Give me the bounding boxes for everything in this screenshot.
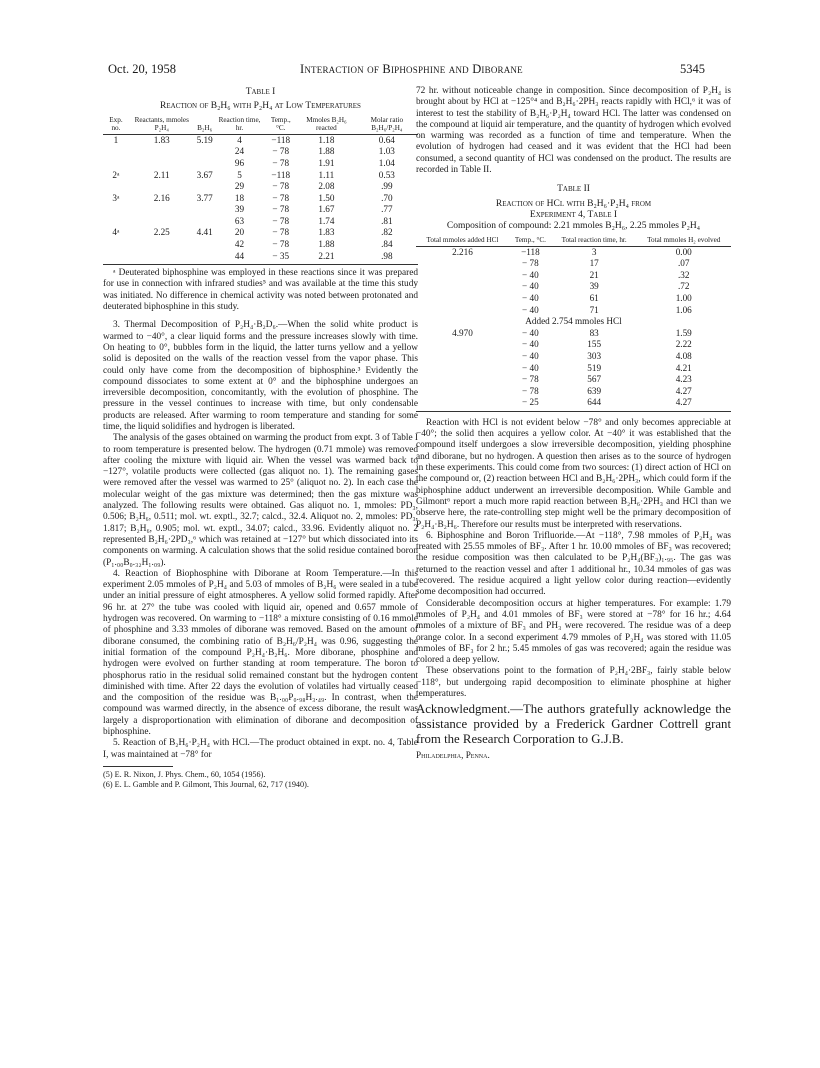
table2-row-cell: 2.22 <box>675 339 692 350</box>
table2-row-cell: 567 <box>587 374 602 385</box>
table2-row-cell <box>416 374 509 386</box>
table2-row-cell: 4.23 <box>675 374 692 385</box>
table1-row <box>103 216 418 228</box>
table2-col-header: Total reaction time, hr. <box>552 236 637 247</box>
table1-row-cell: 42 <box>234 239 245 250</box>
table1-row-cell: 29 <box>234 181 245 192</box>
section3-paragraph: 3. Thermal Decomposition of P₂H₄·B₂D₆.—When the solid white product is warmed to −40°, a clear liquid forms and the pressure increases slowly with time. On heating to 0°, bubbles form in the liquid, the latter turns yellow and a yellow solid is deposited on the walls of the reaction vessel from the vapor phase. This could only have come from the decomposition of biphosphine.³ Evidently the compound dissociates to some extent at 0° and the biphosphine undergoes an irreversible decomposition, concomitantly, with the evolution of phosphine. The pressure in the vessel continues to increase with time, but only condensable products are released. After warming to room temperature and standing for some time, the liquid solidifies and hydrogen is liberated. <box>103 320 418 432</box>
table1-row-cell: 1.50 <box>318 192 335 203</box>
hcl-intro-paragraph: 72 hr. without noticeable change in composition. Since decomposition of P₂H₄ is brought about by HCl at −125°⁴ and B₂H₆·2PH₃ reacts rapidly with HCl,⁶ it was of interest to test the stability of B₂H₆·P₂H₄ toward HCl. The latter was condensed on the compound at liquid air temperature, and the quantity of hydrogen which evolved on warming was recorded as a function of time and temperature. When the evolution of hydrogen had ceased and it was evident that the HCl had been consumed, a second quantity of HCl was condensed on the product. The results are recorded in Table II. <box>416 86 731 176</box>
table1-row-cell: 5.19 <box>196 134 213 145</box>
table1-title: Reaction of B₂H₆ with P₂H₄ at Low Temperatures <box>160 101 361 112</box>
table1-row-cell <box>103 216 129 228</box>
table2-row-cell: .32 <box>677 269 690 280</box>
table2-row <box>416 281 731 293</box>
table2-row-cell: 39 <box>589 281 599 292</box>
table1-col-header: Molar ratio B₂H₆/P₂H₄ <box>356 116 418 135</box>
table1-row-cell: 2ᵃ <box>112 169 120 180</box>
table2-row <box>416 258 731 270</box>
table1-row-cell: 4 <box>237 134 242 145</box>
table2-row-cell: 519 <box>587 362 602 373</box>
table2-row <box>416 270 731 282</box>
table2-row-cell: 644 <box>587 397 602 408</box>
table1-row-cell: 4ᵃ <box>112 227 120 238</box>
table1-row-cell: 2.08 <box>318 181 335 192</box>
table2-row-cell: − 40 <box>522 269 539 280</box>
table2-row-cell: 1.59 <box>675 327 692 338</box>
table1-row-cell: .99 <box>381 181 393 192</box>
table1-row-cell: 1.18 <box>318 134 335 145</box>
table2-row-cell: .07 <box>677 258 690 269</box>
table1-row-cell <box>129 181 195 193</box>
table1-body <box>103 134 418 262</box>
table2-row-cell: 83 <box>589 327 599 338</box>
table1-row-cell: 20 <box>234 227 245 238</box>
table2-col-header: Total mmoles H₂ evolved <box>636 236 731 247</box>
table2-row-cell: 2.216 <box>452 246 473 257</box>
table1-row-cell: 3.67 <box>196 169 213 180</box>
table2-row-cell: − 25 <box>522 397 539 408</box>
table2-header-row <box>416 236 731 247</box>
table1-row-cell: − 78 <box>272 157 290 168</box>
table2-row-cell: − 40 <box>522 304 539 315</box>
table1-bottom-rule <box>103 264 418 265</box>
table2-row-cell: 4.08 <box>675 351 692 362</box>
table1-row-cell <box>195 158 215 170</box>
table2-composition: Composition of compound: 2.21 mmoles B₂H₆, 2.25 mmoles P₂H₄ <box>446 221 701 232</box>
table2-row-cell: − 78 <box>522 385 539 396</box>
table2-row-cell: −118 <box>521 246 540 257</box>
table2-row <box>416 246 731 258</box>
table1-row-cell: 1.88 <box>318 239 335 250</box>
table1-col-header: Mmoles B₂H₆ reacted <box>297 116 356 135</box>
table2-row <box>416 374 731 386</box>
table2-row-cell: − 78 <box>522 258 539 269</box>
table2-row-cell: 4.21 <box>675 362 692 373</box>
table1-row-cell: 0.53 <box>378 169 395 180</box>
table2-row-cell <box>416 386 509 398</box>
table1-row-cell <box>103 239 129 251</box>
table2-row <box>416 363 731 375</box>
table1-row-cell: 1.83 <box>318 227 335 238</box>
table2-row-cell: 3 <box>591 246 597 257</box>
table1-row-cell: 1.04 <box>378 157 395 168</box>
table1-row-cell <box>103 158 129 170</box>
gas-analysis-paragraph: The analysis of the gases obtained on warming the product from expt. 3 of Table I to room temperature is presented below. The hydrogen (0.71 mmole) was removed after cooling the mixture with liquid air. When the vessel was warmed back to −127°, volatile products were collected (gas aliquot no. 1). The remaining gases were removed after the vessel was warmed to 25° (aliquot no. 2). In each case the molecular weight of the gas mixture was determined; then the gas mixture was analyzed. The following results were obtained. Gas aliquot no. 1, mmoles: PD₃, 0.506; B₂H₆, 0.511; mol. wt. exptl., 32.7; calcd., 32.4. Aliquot no. 2, mmoles: PD₃, 1.817; B₂H₆, 0.905; mol. wt. exptl., 34.07; calcd., 33.96. Evidently aliquot no. 2 represented B₂H₆·2PD₃,⁶ which was retained at −127° but which dissociated into its components on warming. A calculation shows that the solid residue contained boron (P₁.₀₀B₀.₃₂H₁.₀₉). <box>103 433 418 568</box>
table1-row-cell <box>195 181 215 193</box>
table1-row-cell: 3.77 <box>196 192 213 203</box>
table1-row-cell: − 78 <box>272 192 290 203</box>
table2-row-cell: − 40 <box>522 293 539 304</box>
table2-body-second <box>416 328 731 409</box>
table1-row-cell <box>195 239 215 251</box>
table1-row-cell: .82 <box>381 227 393 238</box>
table1-header-row <box>103 116 418 135</box>
table1-row-cell: − 78 <box>272 227 290 238</box>
acknowledgment: Acknowledgment.—The authors gratefully acknowledge the assistance provided by a Frederick Gardner Cottrell grant from the Research Corporation to G.J.B. <box>416 702 731 747</box>
table2-row <box>416 397 731 409</box>
table1-row-cell: 3ᵃ <box>112 192 120 203</box>
table2-row-cell: − 40 <box>522 351 539 362</box>
table1-row-cell: 1.67 <box>318 204 335 215</box>
table2-row-cell: 1.06 <box>675 304 692 315</box>
table2-row-cell <box>416 363 509 375</box>
table2-row-cell <box>416 258 509 270</box>
table1-row-cell: 96 <box>234 157 245 168</box>
table1-row-cell: 1 <box>113 134 119 145</box>
table2-col-header: Total mmoles added HCl <box>416 236 509 247</box>
table1-row <box>103 169 418 181</box>
table2-row-cell: 155 <box>587 339 602 350</box>
table1-row <box>103 193 418 205</box>
table2-row-cell: − 40 <box>522 281 539 292</box>
table1-col-header: Reactants, mmoles P₂H₄ <box>129 116 195 135</box>
table1-row <box>103 251 418 263</box>
table1-row-cell: − 35 <box>272 250 290 261</box>
footnote-separator <box>103 766 173 767</box>
table1-row-cell <box>195 146 215 158</box>
table1-row <box>103 158 418 170</box>
table1-row-cell: .84 <box>381 239 393 250</box>
table1-row-cell: 2.11 <box>153 169 170 180</box>
table1-row-cell <box>129 146 195 158</box>
table1-row-cell: −118 <box>271 134 291 145</box>
table1-row-cell: 44 <box>234 250 245 261</box>
table2-row-cell <box>416 293 509 305</box>
table2-row <box>416 351 731 363</box>
decomposition-paragraph: Considerable decomposition occurs at higher temperatures. For example: 1.79 mmoles of P₂H₄ and 4.01 mmoles of BF₃ were stored at −78° for 16 hr.; 4.64 mmoles of a mixture of BF₃ and PH₃ were recovered. The residue was of a deep orange color. In a second experiment 4.79 mmoles of P₂H₄ was stored with 11.05 mmoles of BF₃ for 2 hr.; 5.45 mmoles of gas was recovered; again the residue was colored a deep yellow. <box>416 598 731 666</box>
table2-row <box>416 305 731 317</box>
table2-row-cell: 639 <box>587 385 602 396</box>
table2-row-cell: − 40 <box>522 362 539 373</box>
table1-row-cell: − 78 <box>272 239 290 250</box>
table1-row-cell <box>195 204 215 216</box>
table1-row <box>103 227 418 239</box>
table1-row-cell <box>129 158 195 170</box>
table2-row-cell: − 40 <box>522 327 539 338</box>
table2-row-cell: 4.970 <box>452 327 473 338</box>
table1-row-cell: −118 <box>271 169 291 180</box>
table2-row-cell <box>416 397 509 409</box>
table1-row-cell: .70 <box>381 192 393 203</box>
table1-row-cell: − 78 <box>272 215 290 226</box>
table2-row-cell: − 40 <box>522 339 539 350</box>
table2-row-cell <box>416 305 509 317</box>
table1-row-cell: − 78 <box>272 181 290 192</box>
table1-col-header: Reaction time, hr. <box>215 116 265 135</box>
table1-row-cell: 2.25 <box>153 227 170 238</box>
table2-row-cell <box>416 281 509 293</box>
footnote-6: (6) E. L. Gamble and P. Gilmont, This Journal, 62, 717 (1940). <box>103 779 309 789</box>
table1-row-cell: 2.16 <box>153 192 170 203</box>
table2-row-cell: 17 <box>589 258 599 269</box>
table2-row-cell: − 78 <box>522 374 539 385</box>
table2-row <box>416 386 731 398</box>
table2-row-cell: 71 <box>589 304 599 315</box>
table2-row-cell: 1.00 <box>675 293 692 304</box>
table2-bottom-rule <box>416 411 731 412</box>
table2-row <box>416 339 731 351</box>
header-date: Oct. 20, 1958 <box>108 62 177 76</box>
table1-row-cell: 0.64 <box>378 134 395 145</box>
table1-row-cell: 1.88 <box>318 146 335 157</box>
table2-title-line1: Reaction of HCl with B₂H₆·P₂H₄ from <box>495 198 652 209</box>
table1-row-cell <box>129 239 195 251</box>
table2-row <box>416 328 731 340</box>
section4-paragraph: 4. Reaction of Biophosphine with Diborane at Room Temperature.—In this experiment 2.05 mmoles of P₂H₄ and 5.03 of mmoles of B₂H₆ were sealed in a tube under an initial pressure of eight atmospheres. A yellow solid formed rapidly. After 96 hr. at 27° the tube was cooled with liquid air, opened and 0.657 mmole of hydrogen was recovered. On warming to −118° a mixture consisting of 0.16 mmole of phosphine and 3.33 mmoles of diborane was removed. Based on the amount of diborane consumed, the combining ratio of B₂H₆/P₂H₄ was 0.96, suggesting the initial formation of the compound P₂H₄·B₂H₆. More diborane, phosphine and hydrogen were evolved on further standing at room temperature. The boron to phosphorus ratio in the residual solid remained constant but the hydrogen content diminished with time. After 22 days the evolution of volatiles had virtually ceased and the composition of the residue was B₁.₀₀P₀.₉₈H₃.₄₉. In contrast, when the compound was warmed directly, in the absence of excess diborane, the result was largely a disproportionation with elimination of diborane and decomposition of biphosphine. <box>103 568 418 737</box>
table1-row-cell: 1.91 <box>318 157 335 168</box>
table1-row-cell: 1.11 <box>318 169 335 180</box>
table1-row-cell: 63 <box>234 215 245 226</box>
table1-row <box>103 146 418 158</box>
table1-row <box>103 134 418 146</box>
table1-row-cell <box>129 216 195 228</box>
left-column <box>103 86 418 790</box>
table2-added-row <box>416 316 731 328</box>
table1-row <box>103 181 418 193</box>
table2-caption: Table II <box>557 184 590 195</box>
table2-body-first <box>416 246 731 316</box>
table1-footnote: ᵃ Deuterated biphosphine was employed in these reactions since it was prepared for use in connection with infrared studies⁵ and was available at the time this study was initiated. No difference in chemical activity was noted between protonated and deuterated biphosphine in this study. <box>103 268 418 313</box>
table2-row-cell: 0.00 <box>675 246 692 257</box>
table2-row-cell <box>416 270 509 282</box>
table1-row-cell: 2.21 <box>318 250 335 261</box>
table2-row-cell: 4.27 <box>675 385 692 396</box>
table1-row-cell: 1.03 <box>378 146 395 157</box>
table2-row-cell: 61 <box>589 293 599 304</box>
table1-row-cell: .81 <box>381 215 393 226</box>
table1-row-cell: .98 <box>381 250 393 261</box>
section5-paragraph: 5. Reaction of B₂H₆·P₂H₄ with HCl.—The product obtained in expt. no. 4, Table I, was maintained at −78° for <box>103 738 418 760</box>
table2-row <box>416 293 731 305</box>
table1-row-cell: 1.74 <box>318 215 335 226</box>
table1-col-header: Temp., °C. <box>264 116 297 135</box>
table2-title-line2: Experiment 4, Table I <box>529 209 618 220</box>
table1-row-cell <box>103 146 129 158</box>
table1-row-cell <box>103 251 129 263</box>
header-page-number: 5345 <box>680 62 705 76</box>
table1-row-cell: 4.41 <box>196 227 213 238</box>
table1-row <box>103 204 418 216</box>
conclusion-paragraph: These observations point to the formation of P₂H₄·2BF₃, fairly stable below −118°, but undergoing rapid decomposition to eliminate phosphine at higher temperatures. <box>416 666 731 699</box>
table2-row-cell <box>416 351 509 363</box>
table2-row-cell: 4.27 <box>675 397 692 408</box>
table1-row-cell <box>103 181 129 193</box>
location: Philadelphia, Penna. <box>416 750 490 761</box>
table1-caption: Table I <box>245 87 276 97</box>
table1-row-cell <box>129 251 195 263</box>
table1-row-cell: − 78 <box>272 204 290 215</box>
table1-row-cell <box>195 251 215 263</box>
table2-col-header: Temp., °C. <box>509 236 552 247</box>
table2-added-note: Added 2.754 mmoles HCl <box>525 316 622 327</box>
table1-row-cell: 24 <box>234 146 245 157</box>
table2 <box>416 236 731 409</box>
table1-col-header: B₂H₆ <box>195 116 215 135</box>
table1-row-cell: 1.83 <box>153 134 170 145</box>
table2-row-cell <box>416 339 509 351</box>
table1-row <box>103 239 418 251</box>
right-column <box>416 86 731 762</box>
table1-row-cell: − 78 <box>272 146 290 157</box>
table2-row-cell: .72 <box>677 281 690 292</box>
table2-row-cell: 21 <box>589 269 599 280</box>
hcl-discussion-paragraph: Reaction with HCl is not evident below −78° and only becomes appreciable at −40°; the solid then acquires a yellow color. At −40° it was established that the compound itself undergoes a slow irreversible decomposition, yielding phosphine and diborane, but no hydrogen. A question then arises as to the source of hydrogen in these experiments. This could come from two sources: (1) direct action of HCl on the compound or, (2) reaction between HCl and B₂H₆·2PH₃, which could form if the biphosphine adduct underwent an irreversible decomposition. While Gamble and Gilmont⁶ report a much more rapid reaction between B₂H₆·2PH₃ and HCl than we observe here, the rate-controlling step might well be the primary decomposition of P₂H₄·B₂H₆. Therefore our results must be interpreted with reservations. <box>416 417 731 530</box>
table1-row-cell: 39 <box>234 204 245 215</box>
table1-row-cell: 5 <box>237 169 242 180</box>
table1-col-header: Exp. no. <box>103 116 129 135</box>
footnote-5: (5) E. R. Nixon, J. Phys. Chem., 60, 1054 (1956). <box>103 769 266 779</box>
table1-row-cell <box>195 216 215 228</box>
table1-row-cell: .77 <box>381 204 393 215</box>
table1-row-cell <box>103 204 129 216</box>
table1-row-cell <box>129 204 195 216</box>
header-title: Interaction of Biphosphine and Diborane <box>300 62 523 76</box>
table1-row-cell: 18 <box>234 192 245 203</box>
table1 <box>103 116 418 263</box>
section6-paragraph: 6. Biphosphine and Boron Trifluoride.—At −118°, 7.98 mmoles of P₂H₄ was treated with 25.55 mmoles of BF₃. After 1 hr. 10.00 mmoles of BF₃ was recovered; the residue composition was then calculated to be P₂H₄(BF₃)₁.₉₅. The gas was returned to the reaction vessel and after 1 additional hr., 10.34 mmoles of gas was recovered. The residue acquired a light yellow color during reaction—evidently some decomposition had occurred. <box>416 530 731 598</box>
table2-row-cell: 303 <box>587 351 602 362</box>
